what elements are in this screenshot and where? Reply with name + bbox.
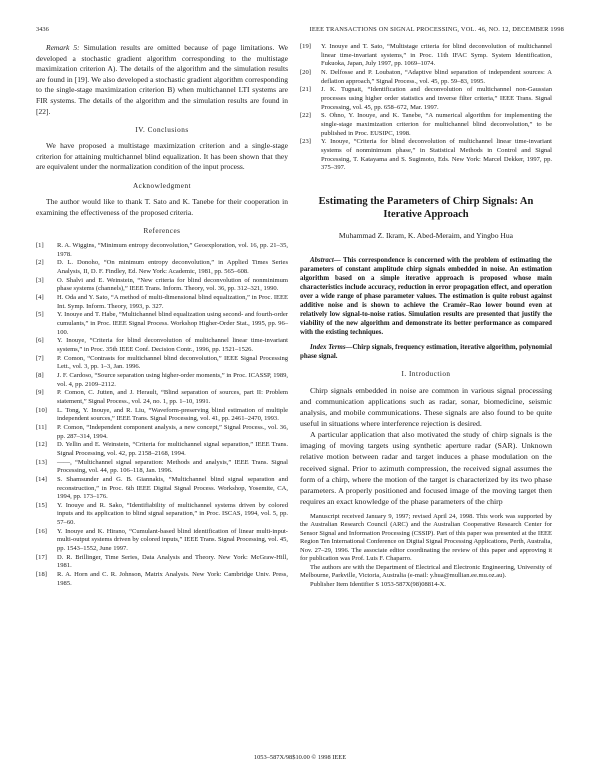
reference-item — [36, 441, 288, 458]
reference-text: Y. Inouye, “Criteria for blind deconvolution of multichannel linear time-invariant systems,” in Proc. 35th IEEE Conf. Decision Contr., 1996, pp. 1521–1526. — [57, 337, 288, 353]
index-terms-label: Index Terms— — [310, 343, 353, 351]
reference-text: P. Comon, C. Jutten, and J. Herault, “Blind separation of sources, part II: Problem statement,” Signal Process., vol. 24, no. 1, pp. 1–10, 1991. — [57, 389, 288, 405]
reference-item — [300, 86, 552, 112]
journal-header: IEEE TRANSACTIONS ON SIGNAL PROCESSING, VOL. 46, NO. 12, DECEMBER 1998 — [309, 26, 564, 33]
footnotes — [300, 513, 552, 590]
reference-text: ——, “Multichannel signal separation: Methods and analysis,” IEEE Trans. Signal Processing, vol. 44, pp. 106–118, Jan. 1996. — [57, 458, 288, 475]
abstract-text: This correspondence is concerned with the problem of estimating the parameters of constant amplitude chirp signals embedded in noise. An estimation algorithm based on a simple iterative approach is proposed whose main characteristics include accuracy, reduction in error propagation effect, and operation over a wide range of phase parameter values. The estimation is quite robust against additive noise and is shown to achieve the Cramér–Rao lower bound even at relatively low signal-to-noise ratios. Simulation results are presented that justify the viability of the new algorithm and demonstrate its better performance as compared with the existing techniques. — [300, 256, 552, 336]
reference-number: [5] — [36, 311, 44, 319]
reference-text: J. F. Cardoso, “Source separation using higher-order moments,” in Proc. ICASSP, 1989, vol. 4, pp. 2109–2112. — [57, 371, 288, 388]
conclusions-heading: IV. Conclusions — [135, 126, 189, 135]
reference-number: [6] — [36, 337, 44, 345]
page-number: 3436 — [36, 26, 49, 33]
page-header — [36, 26, 564, 36]
reference-text: D. R. Brillinger, Time Series, Data Analysis and Theory. New York: McGraw-Hill, 1981. — [57, 553, 288, 570]
reference-text: D. Yellin and E. Weinstein, “Criteria for multichannel signal separation,” IEEE Trans. Signal Processing, vol. 42, pp. 2158–2168, 1994. — [57, 441, 288, 457]
reference-item — [36, 502, 288, 528]
reference-item — [36, 459, 288, 476]
reference-number: [12] — [36, 441, 47, 449]
reference-number: [14] — [36, 475, 47, 483]
reference-item — [36, 389, 288, 406]
authors: Muhammad Z. Ikram, K. Abed-Meraim, and Yingbo Hua — [338, 230, 514, 240]
abstract-label: Abstract— — [310, 256, 341, 264]
reference-number: [3] — [36, 276, 44, 284]
footnote-manuscript: Manuscript received January 9, 1997; revised April 24, 1998. This work was supported by the Australian Research Council (ARC) and the Australian Cooperative Research Center for Sensor Signal and Information Processing (CSSIP). Part of this paper was presented at the IEEE Region Ten International Conference on Digital Signal Processing Applications, Perth, Australia, Nov. 27–29, 1996. The associate editor coordinating the review of this paper and approving it for publication was Prof. Luis F. Chaparro. — [300, 512, 552, 563]
reference-item — [36, 294, 288, 311]
reference-number: [11] — [36, 423, 47, 431]
reference-text: Y. Inouye, “Criteria for blind deconvolution of multichannel linear time-invariant systems of nonminimum phase,” in Statistical Methods in Control and Signal Processing, T. Katayama and S. Sugimoto, Eds. New York: Marcel Dekker, 1997, pp. 375–397. — [321, 138, 552, 172]
paper-title: Estimating the Parameters of Chirp Signals: An Iterative Approach — [318, 195, 534, 220]
reference-text: R. A. Wiggins, “Minimum entropy deconvolution,” Geoexploration, vol. 16, pp. 21–35, 1978. — [57, 242, 288, 258]
reference-item — [36, 311, 288, 337]
reference-list-continued — [300, 43, 552, 173]
reference-item — [300, 112, 552, 138]
reference-text: S. Shamsunder and G. B. Giannakis, “Multichannel blind signal separation and reconstruction,” in Proc. 6th IEEE Digital Signal Process. Workshop, Yosemite, CA, 1994, pp. 173–176. — [57, 475, 288, 501]
introduction-heading: I. Introduction — [401, 369, 451, 378]
reference-item — [36, 259, 288, 276]
intro-paragraph-2: A particular application that also motivated the study of chirp signals is the imaging of moving targets using synthetic aperture radar (SAR). Unknown relative motion between radar and target induces a phase modulation on the received signal. Prior to azimuth compression, the received signal assumes the form of a chirp, where the motion of the target is characterized by its two phase parameters. A properly positioned and focused image of the moving target then requires an exact knowledge of the phase parameters of the chirp — [300, 430, 552, 506]
reference-item — [36, 407, 288, 424]
reference-text: D. L. Donoho, “On minimum entropy deconvolution,” in Applied Times Series Analysis, II, D. F. Findley, Ed. New York: Academic, 1981, pp. 565–608. — [57, 259, 288, 276]
index-terms — [300, 343, 552, 361]
reference-text: Y. Inouye and R. Sako, “Identifiability of multichannel systems driven by colored inputs and its application to blind signal separation,” in Proc. ISCAS, 1994, vol. 5, pp. 57–60. — [57, 501, 288, 527]
conclusions-text: We have proposed a multistage maximization criterion and a single-stage criterion for attaining multichannel blind equalization. It has been shown that they are equivalent under the normalization condition of the input process. — [36, 141, 288, 172]
remark-label: Remark 5: — [46, 43, 80, 52]
references-heading: References — [143, 227, 181, 236]
reference-item — [300, 69, 552, 86]
reference-number: [22] — [300, 112, 311, 120]
remark-paragraph — [36, 43, 288, 117]
reference-text: N. Delfosse and P. Loubaton, “Adaptive blind separation of independent sources: A deflation approach,” Signal Process., vol. 45, pp. 59–83, 1995. — [321, 68, 552, 85]
right-column — [300, 43, 552, 589]
reference-item — [36, 528, 288, 554]
reference-number: [2] — [36, 259, 44, 267]
reference-number: [10] — [36, 406, 47, 414]
reference-number: [7] — [36, 354, 44, 362]
reference-item — [36, 277, 288, 294]
reference-number: [15] — [36, 501, 47, 509]
reference-number: [4] — [36, 294, 44, 302]
footnote-affiliation: The authors are with the Department of Electrical and Electronic Engineering, University of Melbourne, Parkville, Victoria, Australia (e-mail: y.hua@mullian.ee.mu.oz.au). — [300, 563, 552, 580]
reference-number: [9] — [36, 389, 44, 397]
reference-item — [36, 372, 288, 389]
introduction-body — [300, 385, 552, 507]
reference-item — [36, 571, 288, 588]
reference-item — [36, 476, 288, 502]
reference-text: R. A. Horn and C. R. Johnson, Matrix Analysis. New York: Cambridge Univ. Press, 1985. — [57, 571, 288, 587]
reference-text: L. Tong, Y. Inouye, and R. Liu, “Waveform-preserving blind estimation of multiple independent sources,” IEEE Trans. Signal Processing, vol. 41, pp. 2461–2470, 1993. — [57, 406, 288, 423]
acknowledgment-text: The author would like to thank T. Sato and K. Tanebe for their cooperation in examining the effectiveness of the proposed criteria. — [36, 196, 288, 217]
reference-text: O. Shalvi and E. Weinstein, “New criteria for blind deconvolution of nonminimum phase systems (channels),” IEEE Trans. Inform. Theory, vol. 36, pp. 312–321, 1990. — [57, 276, 288, 293]
reference-item — [36, 242, 288, 259]
reference-text: H. Oda and Y. Sato, “A method of multi-dimensional blind equalization,” in Proc. IEEE Int. Symp. Inform. Theory, 1993, p. 327. — [57, 294, 288, 310]
reference-text: P. Comon, “Independent component analysis, a new concept,” Signal Process., vol. 36, pp. 287–314, 1994. — [57, 423, 288, 440]
reference-item — [300, 43, 552, 69]
reference-text: Y. Inouye and T. Habe, “Multichannel blind equalization using second- and fourth-order cumulants,” in Proc. IEEE Signal Process. Workshop Higher-Order Stat., 1995, pp. 96–100. — [57, 311, 288, 336]
reference-item — [300, 138, 552, 173]
reference-number: [1] — [36, 242, 44, 250]
reference-text: J. K. Tugnait, “Identification and deconvolution of multichannel non-Gaussian processes using higher order statistics and inverse filter criteria,” IEEE Trans. Signal Processing, vol. 45, pp. 658–672, Mar. 1997. — [321, 86, 552, 111]
reference-number: [17] — [36, 553, 47, 561]
reference-number: [19] — [300, 43, 311, 50]
reference-text: S. Ohno, Y. Inouye, and K. Tanebe, “A numerical algorithm for implementing the single-stage maximization criterion for multichannel blind deconvolution,” to be published in Proc. EUSIPC, 1998. — [321, 112, 552, 137]
reference-text: Y. Inouye and K. Hirano, “Cumulant-based blind identification of linear multi-input-multi-output systems driven by colored inputs,” IEEE Trans. Signal Processing, vol. 45, pp. 1543–1552, June 1997. — [57, 527, 288, 553]
acknowledgment-heading: Acknowledgment — [132, 181, 192, 190]
reference-item — [36, 424, 288, 441]
reference-list — [36, 242, 288, 588]
abstract — [300, 256, 552, 337]
footnote-publisher-id: Publisher Item Identifier S 1053-587X(98)08814-X. — [310, 580, 446, 588]
reference-item — [36, 355, 288, 372]
reference-text: P. Comon, “Contrasts for multichannel blind deconvolution,” IEEE Signal Processing Lett., vol. 3, pp. 1–3, Jan. 1996. — [57, 354, 288, 371]
index-terms-text: Chirp signals, frequency estimation, iterative algorithm, polynomial phase signal. — [300, 343, 552, 360]
reference-item — [36, 337, 288, 354]
reference-number: [21] — [300, 86, 311, 94]
reference-number: [20] — [300, 68, 311, 76]
reference-text: Y. Inouye and T. Sato, “Multistage criteria for blind deconvolution of multichannel linear time-invariant systems,” in Proc. 11th IFAC Symp. System Identification, Fukuoka, Japan, July 1997, pp. 1069–1074. — [321, 43, 552, 68]
reference-number: [23] — [300, 138, 311, 146]
reference-item — [36, 554, 288, 571]
page-footer: 1053–587X/98$10.00 © 1998 IEEE — [253, 754, 347, 761]
reference-number: [8] — [36, 371, 44, 379]
left-column — [36, 43, 288, 588]
intro-paragraph-1: Chirp signals embedded in noise are common in various signal processing and communication applications such as radar, sonar, biomedicine, seismic analysis, and mobile communications. These signals are also found to be quite useful in situations where interference rejection is desired. — [300, 385, 552, 429]
reference-number: [16] — [36, 527, 47, 535]
reference-number: [13] — [36, 458, 47, 466]
remark-text: Simulation results are omitted because of page limitations. We developed a stochastic gradient algorithm corresponding to the multistage maximization criterion A). The details of the algorithm and the simulation results are found in [19]. We also developed a stochastic gradient algorithm corresponding to the single-stage maximization criterion B) when multichannel LTI systems are FIR systems. The details of the algorithm and the simulation results are found in [22]. — [36, 43, 289, 116]
reference-number: [18] — [36, 571, 47, 579]
